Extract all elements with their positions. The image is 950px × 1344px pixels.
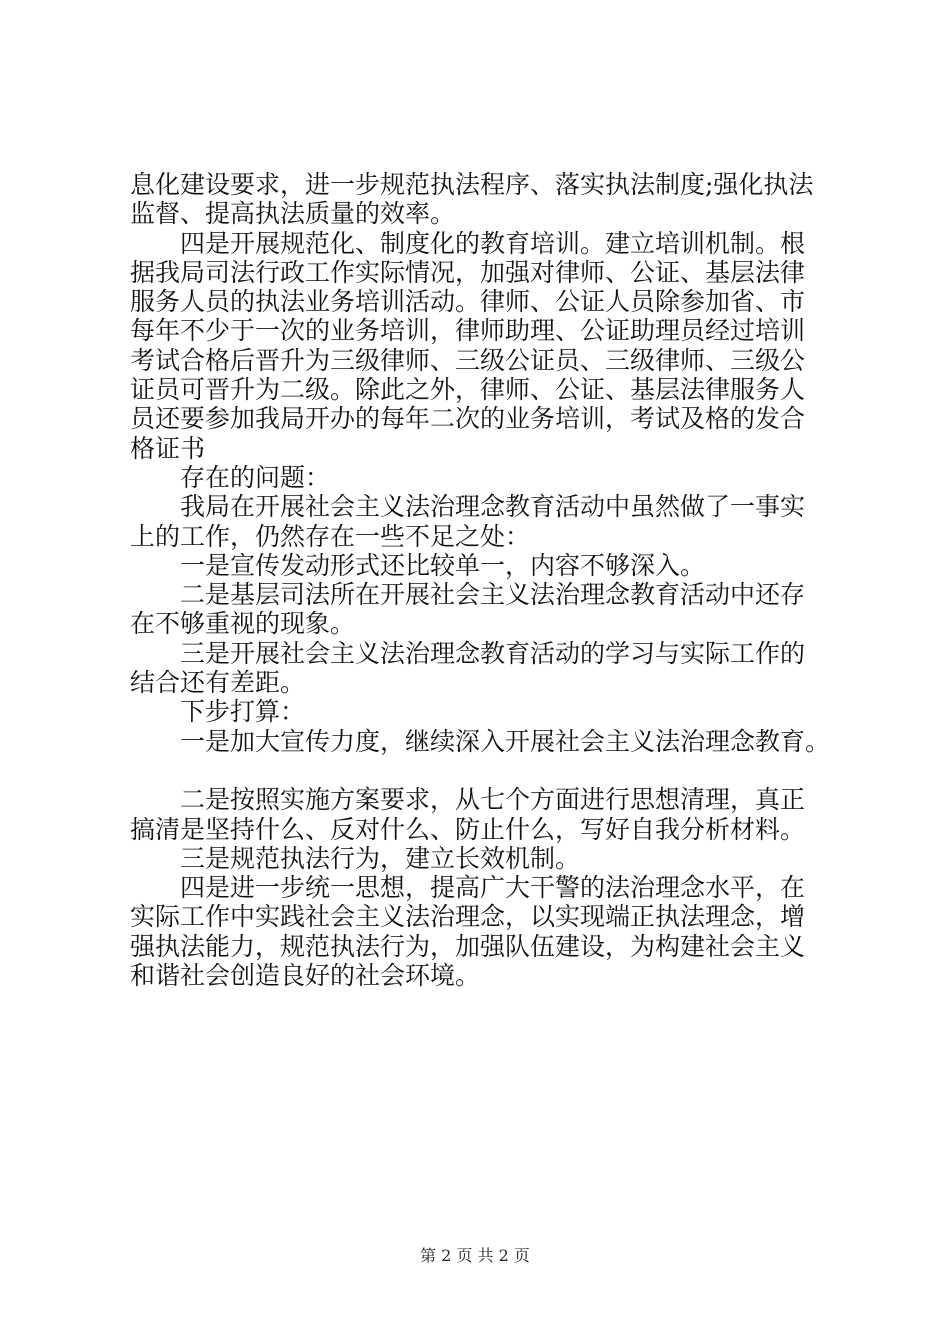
text-line: 据我局司法行政工作实际情况，加强对律师、公证、基层法律 bbox=[130, 257, 806, 287]
blank-line bbox=[130, 756, 830, 785]
text-line: 服务人员的执法业务培训活动。律师、公证人员除参加省、市 bbox=[130, 287, 806, 317]
text-line: 员还要参加我局开办的每年二次的业务培训，考试及格的发合 bbox=[130, 404, 806, 434]
text-line: 搞清是坚持什么、反对什么、防止什么，写好自我分析材料。 bbox=[130, 814, 806, 844]
text-line: 二是按照实施方案要求，从七个方面进行思想清理，真正 bbox=[180, 785, 806, 815]
text-line: 息化建设要求，进一步规范执法程序、落实执法制度;强化执法 bbox=[130, 170, 814, 199]
text-line: 下步打算： bbox=[180, 697, 306, 727]
text-line: 四是进一步统一思想，提高广大干警的法治理念水平，在 bbox=[180, 873, 806, 903]
text-line: 存在的问题： bbox=[180, 462, 331, 492]
text-line: 每年不少于一次的业务培训，律师助理、公证助理员经过培训 bbox=[130, 316, 806, 346]
text-line: 二是基层司法所在开展社会主义法治理念教育活动中还存 bbox=[180, 580, 806, 610]
text-line: 一是宣传发动形式还比较单一，内容不够深入。 bbox=[180, 550, 706, 580]
text-line: 格证书 bbox=[130, 433, 206, 463]
text-line: 一是加大宣传力度，继续深入开展社会主义法治理念教育。 bbox=[180, 726, 831, 756]
text-line: 强执法能力，规范执法行为，加强队伍建设，为构建社会主义 bbox=[130, 931, 806, 961]
page-footer: 第 2 页 共 2 页 bbox=[420, 1246, 530, 1265]
text-line: 结合还有差距。 bbox=[130, 668, 306, 698]
document-body bbox=[130, 170, 830, 990]
text-line: 四是开展规范化、制度化的教育培训。建立培训机制。根 bbox=[180, 228, 806, 258]
text-line: 在不够重视的现象。 bbox=[130, 609, 356, 639]
text-line: 我局在开展社会主义法治理念教育活动中虽然做了一事实 bbox=[180, 492, 806, 522]
text-line: 实际工作中实践社会主义法治理念，以实现端正执法理念，增 bbox=[130, 902, 806, 932]
text-line: 上的工作，仍然存在一些不足之处： bbox=[130, 521, 531, 551]
text-line: 监督、提高执法质量的效率。 bbox=[130, 199, 456, 229]
text-line: 三是规范执法行为，建立长效机制。 bbox=[180, 843, 581, 873]
text-line: 考试合格后晋升为三级律师、三级公证员、三级律师、三级公 bbox=[130, 345, 806, 375]
text-line: 证员可晋升为二级。除此之外，律师、公证、基层法律服务人 bbox=[130, 375, 806, 405]
text-line: 三是开展社会主义法治理念教育活动的学习与实际工作的 bbox=[180, 638, 806, 668]
text-line: 和谐社会创造良好的社会环境。 bbox=[130, 961, 481, 991]
